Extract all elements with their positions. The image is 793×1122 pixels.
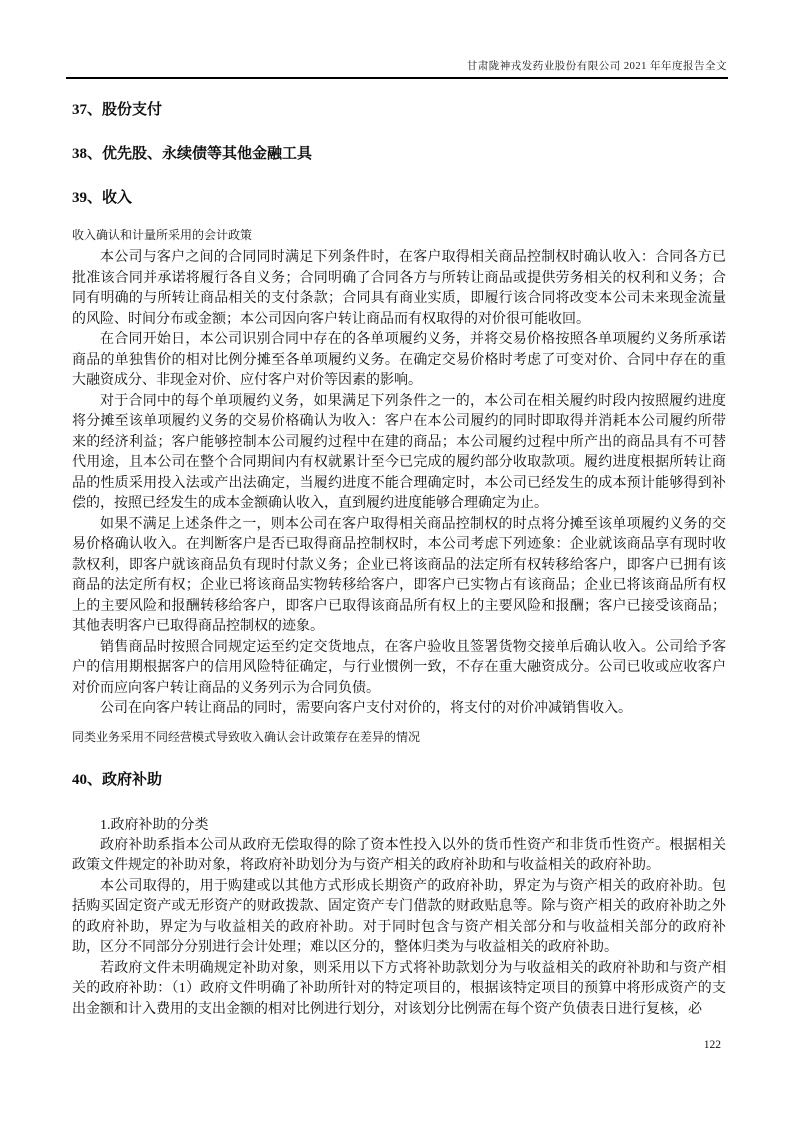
page-number: 122 [703, 1039, 721, 1051]
revenue-paragraph-2: 在合同开始日，本公司识别合同中存在的各单项履约义务，并将交易价格按照各单项履约义务所承诺商品的单独售价的相对比例分摊至各单项履约义务。在确定交易价格时考虑了可变对价、合同中存在的重大融资成分、非现金对价、应付客户对价等因素的影响。 [72, 332, 726, 388]
section-heading-40: 40、政府补助 [72, 771, 163, 788]
revenue-policy-label: 收入确认和计量所采用的会计政策 [72, 228, 253, 242]
section-heading-37: 37、股份支付 [72, 102, 163, 118]
revenue-paragraph-3: 对于合同中的每个单项履约义务，如果满足下列条件之一的，本公司在相关履约时段内按照履约进度将分摊至该单项履约义务的交易价格确认为收入：客户在本公司履约的同时即取得并消耗本公司履约所带来的经济利益；客户能够控制本公司履约过程中在建的商品；本公司履约过程中所产出的商品具有不可替代用途，且本公司在整个合同期间内有权就累计至今已完成的履约部分收取款项。履约进度根据所转让商品的性质采用投入法或产出法确定，当履约进度不能合理确定时，本公司已经发生的成本预计能够得到补偿的，按照已经发生的成本金额确认收入，直到履约进度能够合理确定为止。 [72, 393, 726, 511]
subsidy-subheading-1: 1.政府补助的分类 [100, 817, 209, 833]
section-heading-38: 38、优先股、永续债等其他金融工具 [72, 146, 313, 162]
subsidy-paragraph-3: 若政府文件未明确规定补助对象，则采用以下方式将补助款划分为与收益相关的政府补助和与资产相关的政府补助：（1）政府文件明确了补助所针对的特定项目的，根据该特定项目的预算中将形成资产的支出金额和计入费用的支出金额的相对比例进行划分，对该划分比例需在每个资产负债表日进行复核，必 [72, 960, 726, 1017]
section-heading-39: 39、收入 [72, 190, 133, 206]
header-title: 甘肃陇神戎发药业股份有限公司 2021 年年度报告全文 [466, 61, 727, 72]
revenue-paragraph-6: 公司在向客户转让商品的同时，需要向客户支付对价的，将支付的对价冲减销售收入。 [100, 701, 632, 716]
page-footer [704, 1039, 721, 1051]
page-content [72, 0, 726, 1020]
revenue-paragraph-1: 本公司与客户之间的合同同时满足下列条件时，在客户取得相关商品控制权时确认收入：合同各方已批准该合同并承诺将履行各自义务；合同明确了合同各方与所转让商品或提供劳务相关的权利和义务；合同有明确的与所转让商品相关的支付条款；合同具有商业实质，即履行该合同将改变本公司未来现金流量的风险、时间分布或金额；本公司因向客户转让商品而有权取得的对价很可能收回。 [72, 250, 726, 327]
revenue-paragraph-5: 销售商品时按照合同规定运至约定交货地点，在客户验收且签署货物交接单后确认收入。公司给予客户的信用期根据客户的信用风险特征确定，与行业惯例一致，不存在重大融资成分。公司已收或应收客户对价而应向客户转让商品的义务列示为合同负债。 [72, 639, 726, 696]
revenue-note-label: 同类业务采用不同经营模式导致收入确认会计政策存在差异的情况 [72, 729, 421, 744]
subsidy-paragraph-1: 政府补助系指本公司从政府无偿取得的除了资本性投入以外的货币性资产和非货币性资产。根据相关政策文件规定的补助对象，将政府补助划分为与资产相关的政府补助和与收益相关的政府补助。 [72, 837, 726, 873]
revenue-paragraph-4: 如果不满足上述条件之一，则本公司在客户取得相关商品控制权的时点将分摊至该单项履约义务的交易价格确认收入。在判断客户是否已取得商品控制权时，本公司考虑下列迹象：企业就该商品享有现时收款权利，即客户就该商品负有现时付款义务；企业已将该商品的法定所有权转移给客户，即客户已拥有该商品的法定所有权；企业已将该商品实物转移给客户，即客户已实物占有该商品；企业已将该商品所有权上的主要风险和报酬转移给客户，即客户已取得该商品所有权上的主要风险和报酬；客户已接受该商品；其他表明客户已取得商品控制权的迹象。 [72, 516, 726, 634]
subsidy-paragraph-2: 本公司取得的，用于购建或以其他方式形成长期资产的政府补助，界定为与资产相关的政府补助。包括购买固定资产或无形资产的财政拨款、固定资产专门借款的财政贴息等。除与资产相关的政府补助之外的政府补助，界定为与收益相关的政府补助。对于同时包含与资产相关部分和与收益相关部分的政府补助，区分不同部分分别进行会计处理；难以区分的，整体归类为与收益相关的政府补助。 [72, 878, 726, 955]
